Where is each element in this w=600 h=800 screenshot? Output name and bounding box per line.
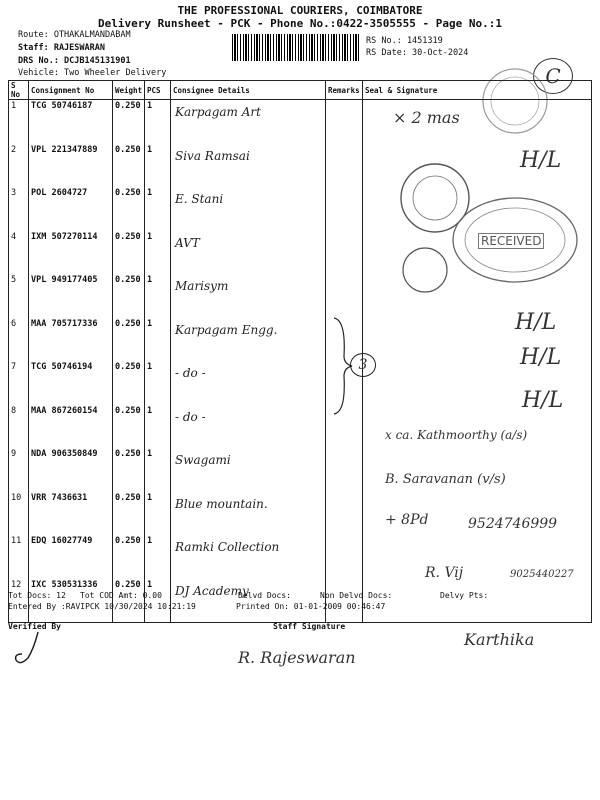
hl-mark-row7: H/L <box>520 345 562 370</box>
row-pcs: 1 <box>145 492 171 536</box>
row-pcs: 1 <box>145 361 171 405</box>
received-stamp <box>395 150 585 310</box>
consignee-handwriting: - do - <box>175 366 206 380</box>
row-consignment-no: IXC 530531336 <box>29 579 113 623</box>
col-remarks: Remarks <box>326 81 363 100</box>
hl-mark-row2: H/L <box>520 148 562 173</box>
vehicle-label: Vehicle: Two Wheeler Delivery <box>18 68 167 78</box>
row-pcs: 1 <box>145 405 171 449</box>
row-consignee <box>171 231 326 275</box>
consignee-handwriting: Blue mountain. <box>175 496 268 511</box>
rs-date: RS Date: 30-Oct-2024 <box>366 48 469 58</box>
table-row <box>9 361 592 405</box>
consignee-handwriting: Siva Ramsai <box>175 148 250 163</box>
row-weight: 0.250 <box>113 231 145 275</box>
table-row <box>9 535 592 579</box>
row-consignment-no: VPL 949177405 <box>29 274 113 318</box>
row-remarks <box>326 144 363 188</box>
row-consignee <box>171 448 326 492</box>
delivery-points: Delvy Pts: <box>440 591 489 600</box>
row-sno: 5 <box>9 274 29 318</box>
drs-number: DRS No.: DCJB145131901 <box>18 56 131 66</box>
row-weight: 0.250 <box>113 535 145 579</box>
received-label: RECEIVED <box>478 233 544 249</box>
row-weight: 0.250 <box>113 100 145 144</box>
staff-signature-label: Staff Signature <box>273 622 346 631</box>
row-pcs: 1 <box>145 231 171 275</box>
cashier-signature: Karthika <box>464 630 535 649</box>
row11-signature: + 8Pd <box>385 512 429 528</box>
row-seal-signature <box>363 579 592 623</box>
row-remarks <box>326 274 363 318</box>
verified-by-label: Verified By <box>8 622 61 631</box>
total-docs: Tot Docs: 12 <box>8 591 66 600</box>
row-remarks <box>326 187 363 231</box>
row10-signature: B. Saravanan (v/s) <box>385 472 506 487</box>
consignee-handwriting: Marisym <box>175 279 229 293</box>
row-sno: 9 <box>9 448 29 492</box>
consignee-handwriting: Swagami <box>175 453 231 467</box>
col-sno: S No <box>9 81 29 100</box>
staff-signature: R. Rajeswaran <box>238 648 356 667</box>
row-pcs: 1 <box>145 100 171 144</box>
row-consignment-no: TCG 50746194 <box>29 361 113 405</box>
row-consignment-no: TCG 50746187 <box>29 100 113 144</box>
row12-phone: 9025440227 <box>510 569 574 580</box>
row-consignee <box>171 405 326 449</box>
row-consignment-no: VPL 221347889 <box>29 144 113 188</box>
row-remarks <box>326 579 363 623</box>
circled-c-mark: C <box>533 58 573 94</box>
row-consignment-no: MAA 705717336 <box>29 318 113 362</box>
row-consignee <box>171 535 326 579</box>
route-label: Route: OTHAKALMANDABAM <box>18 30 131 40</box>
runsheet-subtitle: Delivery Runsheet - PCK - Phone No.:0422-3505555 - Page No.:1 <box>98 17 502 30</box>
row-consignee <box>171 361 326 405</box>
non-delivered-docs: Non Delvd Docs: <box>320 591 393 600</box>
col-consignment: Consignment No <box>29 81 113 100</box>
row-weight: 0.250 <box>113 274 145 318</box>
row-consignment-no: NDA 906350849 <box>29 448 113 492</box>
runsheet-title: THE PROFESSIONAL COURIERS, COIMBATORE <box>177 4 423 17</box>
col-seal-signature: Seal & Signature <box>363 81 592 100</box>
row11-phone: 9524746999 <box>468 516 558 532</box>
consignee-handwriting: E. Stani <box>175 192 224 206</box>
row-consignee <box>171 492 326 536</box>
row-sno: 7 <box>9 361 29 405</box>
row-consignee <box>171 144 326 188</box>
row-remarks <box>326 100 363 144</box>
barcode <box>232 34 360 61</box>
row-sno: 10 <box>9 492 29 536</box>
row-weight: 0.250 <box>113 187 145 231</box>
staff-label: Staff: RAJESWARAN <box>18 43 105 53</box>
row-remarks <box>326 231 363 275</box>
hl-mark-row8: H/L <box>522 388 564 413</box>
row-consignee <box>171 187 326 231</box>
row-weight: 0.250 <box>113 448 145 492</box>
row-sno: 8 <box>9 405 29 449</box>
entered-by: Entered By :RAVIPCK 10/30/2024 10:21:19 <box>8 602 196 611</box>
consignee-handwriting: Ramki Collection <box>175 540 280 554</box>
printed-on: Printed On: 01-01-2009 00:46:47 <box>236 602 386 611</box>
row-consignment-no: POL 2604727 <box>29 187 113 231</box>
row-sno: 6 <box>9 318 29 362</box>
row-pcs: 1 <box>145 535 171 579</box>
row-pcs: 1 <box>145 274 171 318</box>
table-row <box>9 318 592 362</box>
row-weight: 0.250 <box>113 144 145 188</box>
col-weight: Weight <box>113 81 145 100</box>
row-consignment-no: EDQ 16027749 <box>29 535 113 579</box>
consignee-handwriting: AVT <box>175 235 200 250</box>
table-row <box>9 579 592 623</box>
delivered-docs: Delvd Docs: <box>238 591 291 600</box>
row-pcs: 1 <box>145 448 171 492</box>
row-sno: 2 <box>9 144 29 188</box>
total-cod: Tot COD Amt: 0.00 <box>80 591 162 600</box>
col-consignee: Consignee Details <box>171 81 326 100</box>
row-pcs: 1 <box>145 579 171 623</box>
row-consignee <box>171 579 326 623</box>
row-consignee <box>171 318 326 362</box>
consignee-handwriting: Karpagam Engg. <box>175 322 278 337</box>
row-weight: 0.250 <box>113 361 145 405</box>
row-consignee <box>171 274 326 318</box>
row12-signature: R. Vij <box>425 565 464 581</box>
verified-signature-mark <box>10 628 50 668</box>
row-sno: 3 <box>9 187 29 231</box>
row1-signature: × 2 mas <box>393 108 460 127</box>
circled-3-mark: 3 <box>350 353 376 377</box>
row-weight: 0.250 <box>113 318 145 362</box>
row-pcs: 1 <box>145 187 171 231</box>
row-sno: 11 <box>9 535 29 579</box>
row-sno: 12 <box>9 579 29 623</box>
row-remarks <box>326 492 363 536</box>
consignee-handwriting: Karpagam Art <box>175 105 261 119</box>
row-consignment-no: IXM 507270114 <box>29 231 113 275</box>
hl-mark-row6: H/L <box>515 310 557 335</box>
row-pcs: 1 <box>145 318 171 362</box>
row-weight: 0.250 <box>113 405 145 449</box>
row-pcs: 1 <box>145 144 171 188</box>
row-consignment-no: MAA 867260154 <box>29 405 113 449</box>
row-consignee <box>171 100 326 144</box>
row9-signature: x ca. Kathmoorthy (a/s) <box>385 428 528 442</box>
row-weight: 0.250 <box>113 492 145 536</box>
row-consignment-no: VRR 7436631 <box>29 492 113 536</box>
rs-number: RS No.: 1451319 <box>366 36 443 46</box>
row-remarks <box>326 535 363 579</box>
consignee-handwriting: - do - <box>175 409 206 424</box>
table-header-row <box>9 81 592 100</box>
row-sno: 1 <box>9 100 29 144</box>
row-sno: 4 <box>9 231 29 275</box>
consignee-handwriting: DJ Academy <box>175 583 249 598</box>
row-remarks <box>326 448 363 492</box>
col-pcs: PCS <box>145 81 171 100</box>
table-row <box>9 100 592 144</box>
row-weight: 0.250 <box>113 579 145 623</box>
